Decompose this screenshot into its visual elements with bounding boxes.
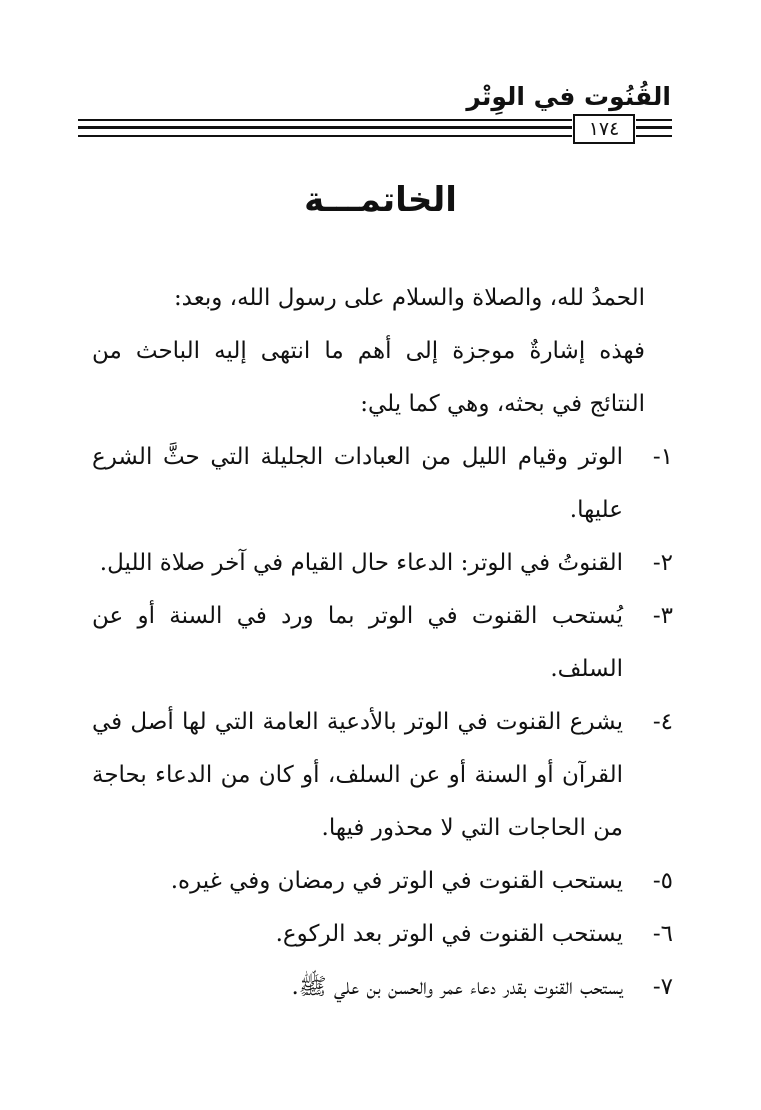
intro-paragraph: فهذه إشارةٌ موجزة إلى أهم ما انتهى إليه الباحث من النتائج في بحثه، وهي كما يلي: (92, 338, 645, 417)
item-text: يستحب القنوت في الوتر بعد الركوع. (275, 921, 623, 947)
header-rule (78, 135, 572, 137)
item-number: ٣- (652, 603, 673, 629)
header-rule (636, 126, 672, 129)
list-item (92, 696, 673, 855)
item-number: ٢- (652, 550, 673, 576)
list-item (92, 855, 673, 908)
list-item (92, 961, 673, 1014)
item-text: يشرع القنوت في الوتر بالأدعية العامة التي لها أصل في القرآن أو السنة أو عن السلف، أو كان من الدعاء بحاجة من الحاجات التي لا محذور فيها. (92, 709, 623, 841)
header-rule (78, 126, 572, 129)
header-rule (78, 119, 572, 121)
list-item (92, 908, 673, 961)
list-item (92, 590, 673, 696)
item-text: يستحب القنوت بقدر دعاء عمر والحسن بن علي ﷺ. (291, 974, 623, 1000)
item-text: الوتر وقيام الليل من العبادات الجليلة التي حثَّ الشرع عليها. (92, 444, 623, 523)
item-number: ٦- (652, 921, 673, 947)
page-number: ١٧٤ (573, 114, 635, 144)
chapter-title: الخاتمـــة (304, 180, 457, 220)
item-text: يُستحب القنوت في الوتر بما ورد في السنة أو عن السلف. (92, 603, 623, 682)
header-rule (636, 119, 672, 121)
item-number: ٧- (652, 974, 673, 1000)
item-number: ٤- (652, 709, 673, 735)
opening-paragraph: الحمدُ لله، والصلاة والسلام على رسول الله، وبعد: (173, 285, 645, 311)
body-text (92, 272, 673, 1014)
running-title: القُنُوت في الوِتْر (466, 82, 671, 111)
list-item (92, 431, 673, 537)
item-text: يستحب القنوت في الوتر في رمضان وفي غيره. (170, 868, 623, 894)
item-number: ٥- (652, 868, 673, 894)
item-number: ١- (652, 444, 673, 470)
header-rule (636, 135, 672, 137)
item-text: القنوتُ في الوتر: الدعاء حال القيام في آخر صلاة الليل. (99, 550, 623, 576)
list-item (92, 537, 673, 590)
